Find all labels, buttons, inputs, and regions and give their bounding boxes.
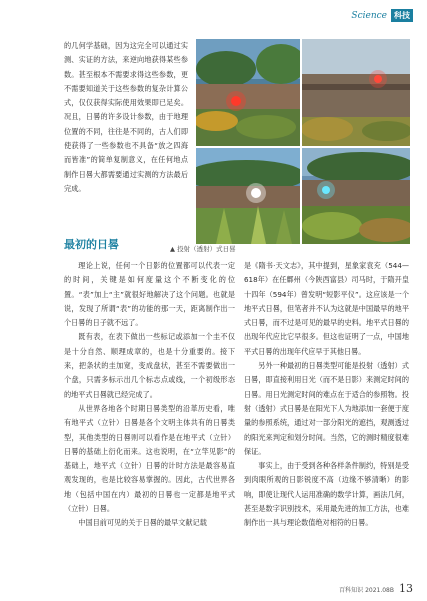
paragraph: 另外一种最初的日晷类型可能是投射（透射）式日晷，即直接利用日光（而不是日影）来测定时间的日晷。用日光测定时间的难点在于适合的参照物。投射（透射）式日晷是在阳光下人为地添加一套便于度量的参照系统，通过对一部分阳光的遮挡，观测透过的阳光来判定和划分时间。当然，它的测时精度很难保证。 xyxy=(244,361,409,456)
paragraph: 事实上，由于受到各种各样条件制约，特别是受到肉眼所观的日影锐度不高（边缘不够清晰）的影响，即使让现代人运用准确的数学计算，画法几何，甚至是数字识别技术，采用最先进的加工方法，也难制作出一具与理论数值绝对相符的日晷。 xyxy=(244,461,409,528)
white-light-fountain-photo xyxy=(196,148,300,244)
paragraph: 从世界各地各个时期日晷类型的沿革历史看，唯有地平式（立针）日晷是各个文明主体共有的日晷类型，其他类型的日晷则可以看作是在地平式（立针）日晷的基础上衍化而来。这也说明，在“立竿见影”的基础上，地平式（立针）日晷的计时方法是最容易直观发现的，也是比较容易掌握的。因此，古代世界各地（包括中国在内）最初的日晷也一定都是地平式（立针）日晷。 xyxy=(64,403,235,514)
photo-caption: ▲ 投射（透射）式日晷 xyxy=(170,245,236,253)
page-footer xyxy=(339,582,413,595)
paragraph: 中国目前可见的关于日晷的最早文献记载 xyxy=(78,518,207,528)
paragraph: 是《隋书·天文志》，其中提到，星象家袁充（544—618年）在任鄜州（今陕西富县）司马时，于隋开皇十四年（594年）曾发明“短影平仪”。这应该是一个地平式日晷，但笔者并不认为这就是中国最早的地平式日晷，而不过是可见的最早的史料。地平式日晷的出现年代应比它早很多。但这也证明了一点，中国地平式日晷的出现年代应早于其他日晷。 xyxy=(244,261,409,356)
red-light-garden-photo xyxy=(196,39,300,146)
section-title: 最初的日晷 xyxy=(64,238,119,251)
section-label-en: Science xyxy=(351,10,387,21)
right-text-column xyxy=(244,259,409,531)
page-header xyxy=(351,9,413,22)
paragraph: 的几何学基础，因为这完全可以通过实测、实证的方法，来逆向地获得某些参数。甚至根本不需要求得这些参数，更不需要知道关于这些参数的复杂计算公式，仅仅获得实际使用效果即已足矣。况且，日晷的许多设计参数，由于地理位置的不同，往往是不同的，古人们即使获得了一些参数也不具备“放之四海而皆准”的简单复制意义，在任何地点制作日晷大都需要通过实测的方法最后完成。 xyxy=(64,41,188,193)
paragraph: 既有表，在表下做出一些标记或添加一个圭不仅是十分自然、顺理成章的，也是十分重要的。接下来，把条状的圭加宽，变成盘状，甚至不需要做出一个盘，只需多标示出几个标志点或线，一个初级形态的地平式日晷就已经完成了。 xyxy=(64,332,235,399)
blue-light-garden-photo xyxy=(302,148,410,244)
page-number: 13 xyxy=(399,582,413,595)
section-label-cn: 科技 xyxy=(391,9,413,22)
top-text-column xyxy=(64,39,188,196)
paragraph: 理论上说，任何一个日影的位置都可以代表一定的时间，关键是如何度量这个不断变化的位置。“表”加上“主”就很好地解决了这个问题。也就是说，发现了所谓“表”的功能的那一天，距离制作出一个日晷的日子就不远了。 xyxy=(64,261,235,328)
red-light-wall-photo xyxy=(302,39,410,146)
journal-info: 百科知识 2021.08B xyxy=(339,587,394,594)
left-text-column xyxy=(64,259,235,531)
